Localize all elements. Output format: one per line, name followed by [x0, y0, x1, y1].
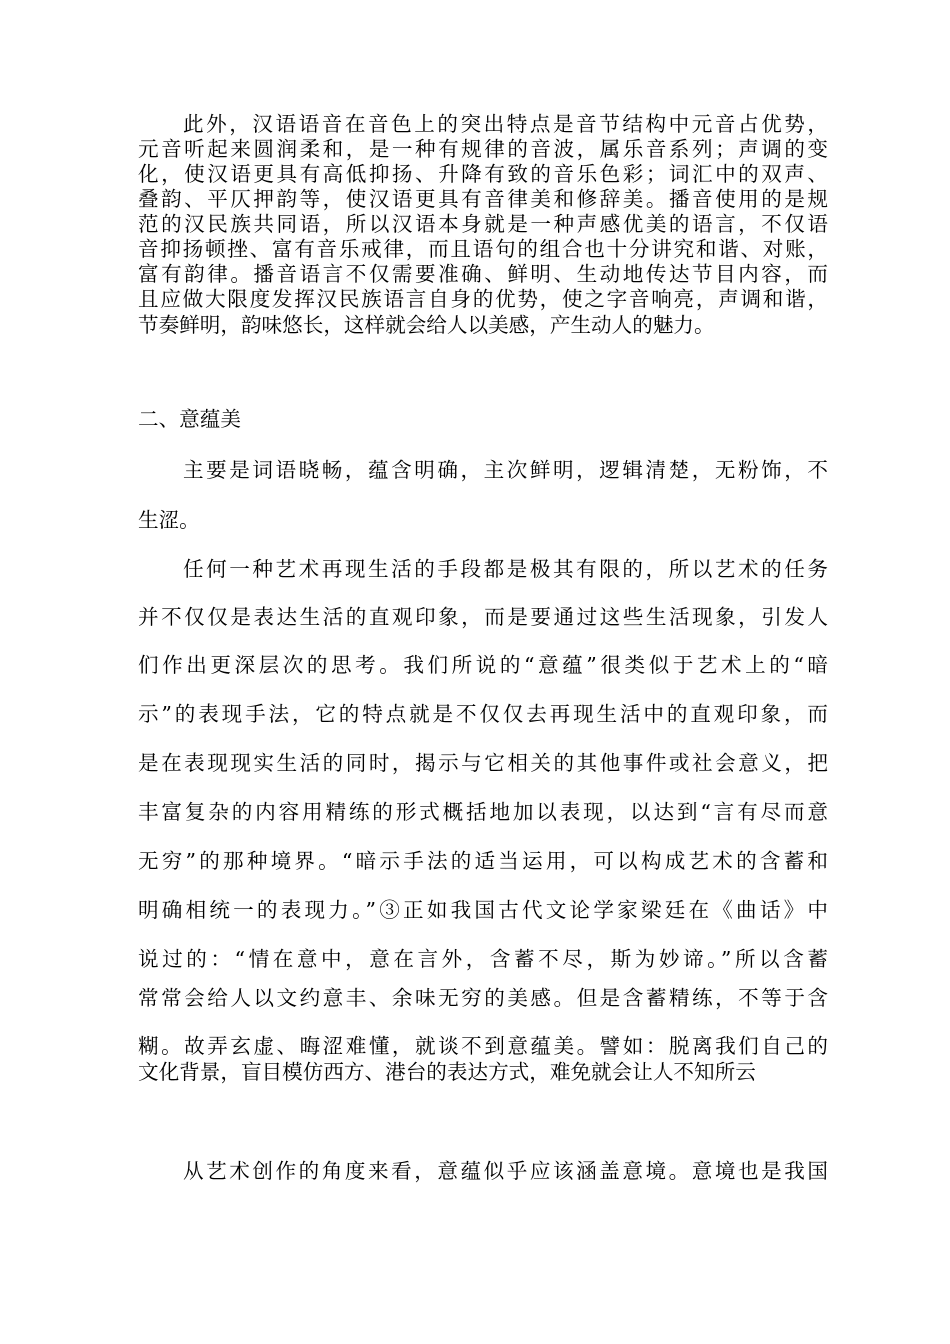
paragraph-3-line-5: 是在表现现实生活的同时，揭示与它相关的其他事件或社会意义，把	[138, 751, 828, 775]
paragraph-1-line-5: 范的汉民族共同语，所以汉语本身就是一种声感优美的语言，不仅语	[138, 212, 828, 236]
paragraph-1-line-7: 富有韵律。播音语言不仅需要准确、鲜明、生动地传达节目内容，而	[138, 262, 828, 286]
paragraph-3-line-9: 说过的：“情在意中，意在言外，含蓄不尽，斯为妙谛。”所以含蓄	[138, 947, 828, 971]
paragraph-3-line-8: 明确相统一的表现力。”③正如我国古代文论学家梁廷在《曲话》中	[138, 898, 828, 922]
paragraph-1-line-6: 音抑扬顿挫、富有音乐戒律，而且语句的组合也十分讲究和谐、对账，	[138, 237, 828, 261]
paragraph-2-line-2: 生涩。	[138, 508, 200, 532]
paragraph-2-line-1: 主要是词语晓畅，蕴含明确，主次鲜明，逻辑清楚，无粉饰，不	[183, 458, 828, 482]
paragraph-3-line-10: 常常会给人以文约意丰、余味无穷的美感。但是含蓄精练，不等于含	[138, 986, 828, 1010]
paragraph-3-line-6: 丰富复杂的内容用精练的形式概括地加以表现，以达到“言有尽而意	[138, 800, 828, 824]
section-heading: 二、意蕴美	[138, 407, 241, 431]
paragraph-1-line-1: 此外，汉语语音在音色上的突出特点是音节结构中元音占优势，	[183, 112, 828, 136]
paragraph-1-line-9: 节奏鲜明，韵味悠长，这样就会给人以美感，产生动人的魅力。	[138, 313, 715, 337]
paragraph-3-line-1: 任何一种艺术再现生活的手段都是极其有限的，所以艺术的任务	[183, 557, 828, 581]
paragraph-3-line-12: 文化背景，盲目模仿西方、港台的表达方式，难免就会让人不知所云	[138, 1060, 756, 1084]
paragraph-3-line-4: 示”的表现手法，它的特点就是不仅仅去再现生活中的直观印象，而	[138, 702, 828, 726]
paragraph-1-line-8: 且应做大限度发挥汉民族语言自身的优势，使之字音响亮，声调和谐，	[138, 287, 828, 311]
paragraph-1-line-4: 叠韵、平仄押韵等，使汉语更具有音律美和修辞美。播音使用的是规	[138, 187, 828, 211]
paragraph-3-line-3: 们作出更深层次的思考。我们所说的“意蕴”很类似于艺术上的“暗	[138, 653, 828, 677]
paragraph-4-line-1: 从艺术创作的角度来看，意蕴似乎应该涵盖意境。意境也是我国	[183, 1159, 828, 1183]
paragraph-1-line-3: 化，使汉语更具有高低抑扬、升降有致的音乐色彩；词汇中的双声、	[138, 162, 828, 186]
paragraph-3-line-7: 无穷”的那种境界。“暗示手法的适当运用，可以构成艺术的含蓄和	[138, 849, 828, 873]
paragraph-3-line-11: 糊。故弄玄虚、晦涩难懂，就谈不到意蕴美。譬如：脱离我们自己的	[138, 1034, 828, 1058]
paragraph-1-line-2: 元音听起来圆润柔和，是一种有规律的音波，属乐音系列；声调的变	[138, 137, 828, 161]
paragraph-3-line-2: 并不仅仅是表达生活的直观印象，而是要通过这些生活现象，引发人	[138, 605, 828, 629]
